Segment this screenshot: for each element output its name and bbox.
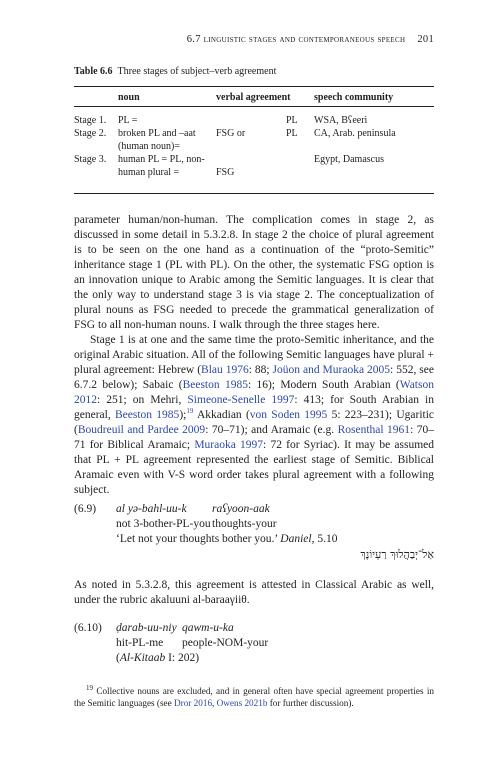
table-caption [74, 66, 276, 77]
citation-link[interactable]: Beeston 1985 [182, 379, 248, 391]
table-label: Table 6.6 [74, 66, 113, 77]
footnote-text: Collective nouns are excluded, and in general often have special agreement properties in the Semitic languages (see [74, 686, 434, 708]
row3-noun: human PL = PL, non-human plural = [118, 154, 205, 178]
footnote-number: 19 [86, 683, 93, 692]
example-number: (6.9) [74, 503, 97, 515]
row2-stage: Stage 2. [74, 128, 107, 139]
example-gloss: people-NOM-your [182, 637, 269, 649]
example-gloss: thoughts-your [212, 518, 277, 530]
p2-text: : 16); Modern South Arabian ( [247, 379, 400, 391]
paragraph-3: As noted in 5.3.2.8, this agreement is attested in Classical Arabic as well, under the rubric akaluuni al-baraaγiiθ. [74, 579, 434, 606]
page-number: 201 [417, 34, 434, 45]
body-text [74, 213, 434, 498]
p2-text: Stage 1 is at one and the same time the proto-Semitic inheritance, and the original Arabic situation. All of the following Semitic languages have plural + plural agreement: Hebrew ( [74, 334, 434, 376]
row2-noun: broken PL and –aat (human noun)= [118, 128, 196, 152]
p2-text: : 413; for South Arabian in general, [74, 394, 434, 421]
col-header-verbal: verbal agreement [216, 92, 291, 103]
citation-link[interactable]: Rosenthal 1961 [337, 424, 411, 436]
footnote [74, 685, 434, 709]
table-top-rule [74, 86, 434, 87]
footnote-marker[interactable]: 19 [186, 407, 194, 416]
example-gloss: hit-PL-me [116, 637, 164, 649]
header-section: 6.7 linguistic stages and contemporaneous speech [186, 34, 406, 45]
example-source: Daniel [280, 533, 312, 545]
agreement-table [74, 92, 434, 192]
example-gloss: not 3-bother-PL-you [116, 518, 211, 530]
row1-pl: PL [286, 115, 298, 126]
paragraph-2 [74, 333, 434, 498]
footnote-text: , [212, 698, 217, 708]
translation-text: ‘Let not your thoughts bother you.’ [116, 533, 278, 545]
example-word: raʕyoon-aak [212, 503, 270, 515]
table-caption-text: Three stages of subject–verb agreement [117, 66, 277, 77]
hebrew-text: אַל־יְבַהֲלוּךְ רַעְיוֹנָךְ [360, 548, 434, 561]
row3-verbal: FSG [216, 167, 235, 178]
example-translation [116, 532, 337, 547]
p2-text: Akkadian ( [193, 409, 250, 421]
paren: ( [116, 652, 120, 664]
running-header [74, 34, 434, 45]
citation-link[interactable]: Muraoka 1997 [194, 439, 264, 451]
col-header-noun: noun [118, 92, 140, 103]
example-ref: , 5.10 [311, 533, 338, 545]
citation-link[interactable]: Watson 2012 [74, 379, 434, 406]
footnote-text: for further discussion). [267, 698, 354, 708]
row2-verbal: FSG or [216, 128, 246, 139]
example-word: qawm-u-ka [182, 622, 234, 634]
p2-text: ); [179, 409, 187, 421]
p2-text: : 70–71 for Biblical Aramaic; [74, 424, 434, 451]
citation-link[interactable]: Dror 2016 [174, 698, 213, 708]
row2-pl: PL [286, 128, 298, 139]
example-word: al yə-bahl-uu-k [116, 503, 187, 515]
p2-text: : 552, see 6.7.2 below); Sabaic ( [74, 364, 434, 391]
table-header-rule [74, 106, 434, 107]
row1-stage: Stage 1. [74, 115, 107, 126]
p2-text: 5: 223–231); Ugaritic ( [74, 409, 435, 436]
row1-noun: PL = [118, 115, 138, 126]
row3-community: Egypt, Damascus [314, 154, 384, 165]
p2-text: : 251; on Mehri, [97, 394, 188, 406]
col-header-community: speech community [314, 92, 394, 103]
example-source: Al-Kitaab [119, 652, 166, 664]
row1-community: WSA, Bʕeeri [314, 115, 368, 126]
table-bottom-rule [74, 193, 434, 194]
citation-link[interactable]: Owens 2021b [216, 698, 268, 708]
p2-text: : 88; [248, 364, 273, 376]
example-word: ḍarab-uu-niy [116, 622, 177, 634]
example-ref: I: 202) [165, 652, 200, 664]
citation-link[interactable]: Boudreuil and Pardee 2009 [77, 424, 206, 436]
p2-text: : 70–71); and Aramaic (e.g. [205, 424, 338, 436]
row2-community: CA, Arab. peninsula [314, 128, 396, 139]
row3-stage: Stage 3. [74, 154, 107, 165]
example-number: (6.10) [74, 622, 102, 634]
citation-link[interactable]: von Soden 1995 [249, 409, 328, 421]
p2-text: : 72 for Syriac). It may be assumed that PL + PL agreement represented the earliest stage of Semitic. Biblical Aramaic even with V-S word order takes plural agreement with a following subject. [74, 439, 434, 496]
citation-link[interactable]: Simeone-Senelle 1997 [187, 394, 295, 406]
citation-link[interactable]: Blau 1976 [201, 364, 249, 376]
paragraph-1: parameter human/non-human. The complication comes in stage 2, as discussed in some detail in 5.3.2.8. In stage 2 the choice of plural agreement is to be seen on the one hand as a continuation of the “proto-Semitic” inheritance stage 1 (PL with PL). On the other, the systematic FSG option is an innovation unique to Arabic among the Semitic languages. It is clear that the only way to understand stage 3 is via stage 2. The conceptualization of plural nouns as FSG needed to precede the grammatical generalization of FSG to all non-human nouns. I walk through the three stages here. [74, 214, 434, 331]
example-source-line [116, 651, 199, 666]
citation-link[interactable]: Beeston 1985 [114, 409, 180, 421]
citation-link[interactable]: Joüon and Muraoka 2005 [272, 364, 391, 376]
